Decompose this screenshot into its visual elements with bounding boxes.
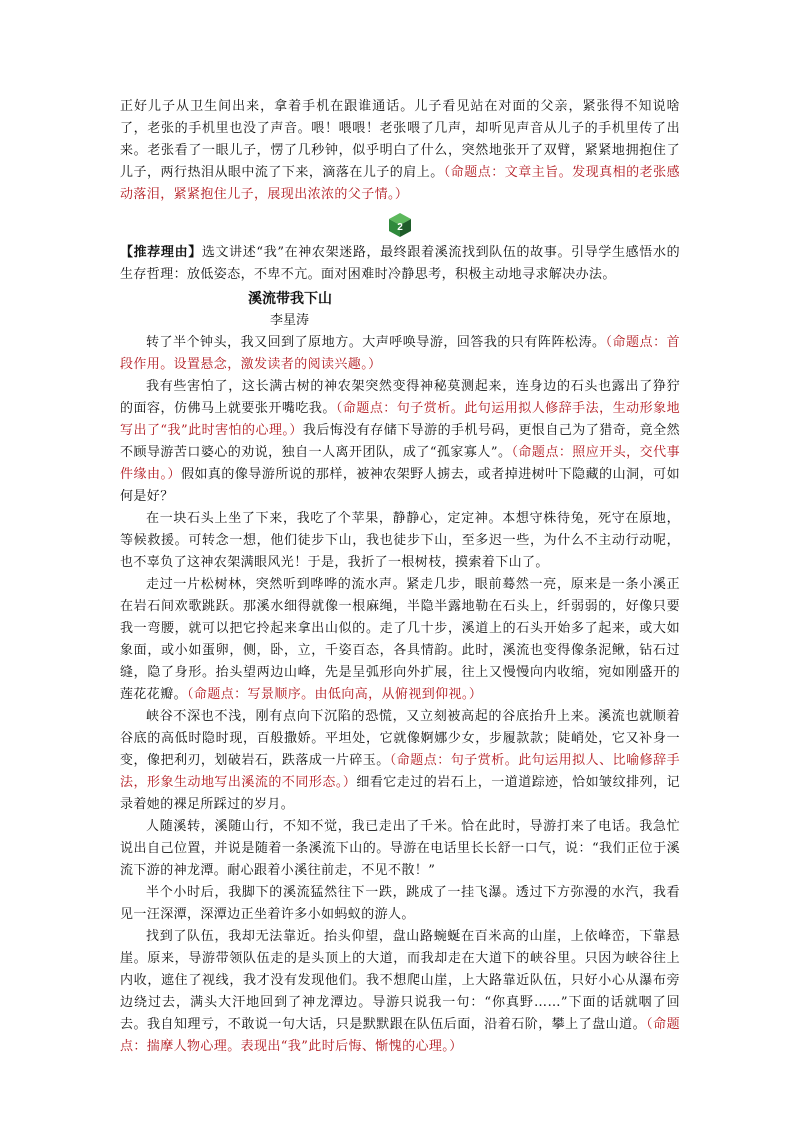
article-paragraph [120, 376, 680, 508]
article-text: 我有些害怕了，这长满古树的神农架突然变得神秘莫测起来，连身边的石头也露出了狰狞的面容，仿佛马上就要张开嘴吃我。 [120, 379, 680, 416]
document-page [120, 96, 680, 1058]
article-text: 找到了队伍，我却无法靠近。抬头仰望，盘山路蜿蜒在百米高的山崖，上依峰峦，下靠悬崖。原来，导游带领队伍走的是头顶上的大道，而我却走在大道下的峡谷里。只因为峡谷往上内收，遮住了视线，我才没有发现他们。我不想爬山崖，上大路靠近队伍，只好小心从瀑布旁边绕过去，满头大汗地回到了神龙潭边。导游只说我一句：“你真野……”下面的话就咽了回去。我自知理亏，不敢说一句大话，只是默默跟在队伍后面，沿着石阶，攀上了盘山道。 [120, 929, 680, 1032]
article-paragraph [120, 816, 680, 882]
article-text: 转了半个钟头，我又回到了原地方。大声呼唤导游，回答我的只有阵阵松涛。 [146, 335, 606, 350]
article-paragraph [120, 332, 680, 376]
section-marker [120, 212, 680, 238]
article-text: 人随溪转，溪随山行，不知不觉，我已走出了千米。恰在此时，导游打来了电话。我急忙说出自己位置，并说是随着一条溪流下山的。导游在电话里长长舒一口气，说：“我们正位于溪流下游的神龙潭。耐心跟着小溪往前走，不见不散！” [120, 819, 680, 878]
article-paragraph [120, 574, 680, 706]
article-text: 细看它走过的岩石上，一道道踪迹，恰如皱纹排列，记录着她的裸足所踩过的岁月。 [120, 775, 680, 812]
reason-label: 【推荐理由】 [120, 245, 202, 260]
annotation-note: （命题点：照应开头，交代事件缘由。） [120, 445, 680, 482]
article-title: 溪流带我下山 [248, 291, 332, 307]
article-text: 峡谷不深也不浅，刚有点向下沉陷的恐慌，又立刻被高起的谷底抬升上来。溪流也就顺着谷底的高低时隐时现，百般撒娇。平坦处，它就像婀娜少女，步履款款；陡峭处，它又补身一变，像把利刃，划破岩石，跌落成一片碎玉。 [120, 709, 680, 768]
annotation-note: （命题点：写景顺序。由低向高，从俯视到仰视。） [187, 687, 483, 702]
article-text: 我后悔没有存储下导游的手机号码，更恨自己为了猎奇，竟全然不顾导游苦口婆心的劝说，独自一人离开团队，成了“孤家寡人”。 [120, 423, 681, 460]
annotation-note: （命题点：句子赏析。此句运用拟人、比喻修辞手法，形象生动地写出溪流的不同形态。） [120, 753, 680, 790]
intro-note: （命题点：文章主旨。发现真相的老张感动落泪，紧紧抱住儿子，展现出浓浓的父子情。） [120, 165, 680, 202]
article-paragraph [120, 882, 680, 926]
annotation-note: （命题点：首段作用。设置悬念，激发读者的阅读兴趣。） [120, 335, 680, 372]
annotation-note: （命题点：揣摩人物心理。表现出“我”此时后悔、惭愧的心理。） [120, 1017, 680, 1054]
intro-paragraph [120, 96, 680, 206]
article-text: 走过一片松树林，突然听到哗哗的流水声。紧走几步，眼前蓦然一亮，原来是一条小溪正在岩石间欢歌跳跃。那溪水细得就像一根麻绳，半隐半露地勒在石头上，纤弱弱的，好像只要我一弯腰，就可以把它拎起来拿出山似的。走了几十步，溪道上的石头开始多了起来，或大如象面，或小如蛋卵，侧，卧，立，千姿百态，各具情韵。此时，溪流也变得像条泥鳅，钻石过缝，隐了身形。抬头望两边山峰，先是呈弧形向外扩展，往上又慢慢向内收缩，宛如刚盛开的莲花花瓣。 [120, 577, 680, 702]
intro-text: 正好儿子从卫生间出来，拿着手机在跟谁通话。儿子看见站在对面的父亲，紧张得不知说啥了，老张的手机里也没了声音。喂！喂喂！老张喂了几声，却听见声音从儿子的手机里传了出来。老张看了一眼儿子，愣了几秒钟，似乎明白了什么，突然地张开了双臂，紧紧地拥抱住了儿子，两行热泪从眼中流了下来，滴落在儿子的肩上。 [120, 99, 680, 180]
article-text: 在一块石头上坐了下来，我吃了个苹果，静静心，定定神。本想守株待兔，死守在原地，等候救援。可转念一想，他们徒步下山，我也徒步下山，至多迟一些，为什么不主动行动呢，也不辜负了这神农架满眼风光！于是，我折了一根树枝，摸索着下山了。 [120, 511, 680, 570]
article-text: 半个小时后，我脚下的溪流猛然往下一跌，跳成了一挂飞瀑。透过下方弥漫的水汽，我看见一汪深潭，深潭边正坐着许多小如蚂蚁的游人。 [120, 885, 680, 922]
article-body [120, 332, 680, 1058]
reason-text: 选文讲述“我”在神农架迷路，最终跟着溪流找到队伍的故事。引导学生感悟水的生存哲理：放低姿态，不卑不亢。面对困难时冷静思考，积极主动地寻求解决办法。 [120, 245, 680, 282]
section-number: 2 [397, 222, 403, 233]
cube-icon [388, 212, 412, 238]
article-text: 假如真的像导游所说的那样，被神农架野人掳去，或者掉进树叶下隐藏的山洞，可如何是好？ [120, 467, 680, 504]
article-paragraph [120, 926, 680, 1058]
article-author: 李星涛 [270, 313, 310, 328]
reason-paragraph [120, 242, 680, 286]
annotation-note: （命题点：句子赏析。此句运用拟人修辞手法，生动形象地写出了“我”此时害怕的心理。） [120, 401, 680, 438]
article-paragraph [120, 706, 680, 816]
article-paragraph [120, 508, 680, 574]
